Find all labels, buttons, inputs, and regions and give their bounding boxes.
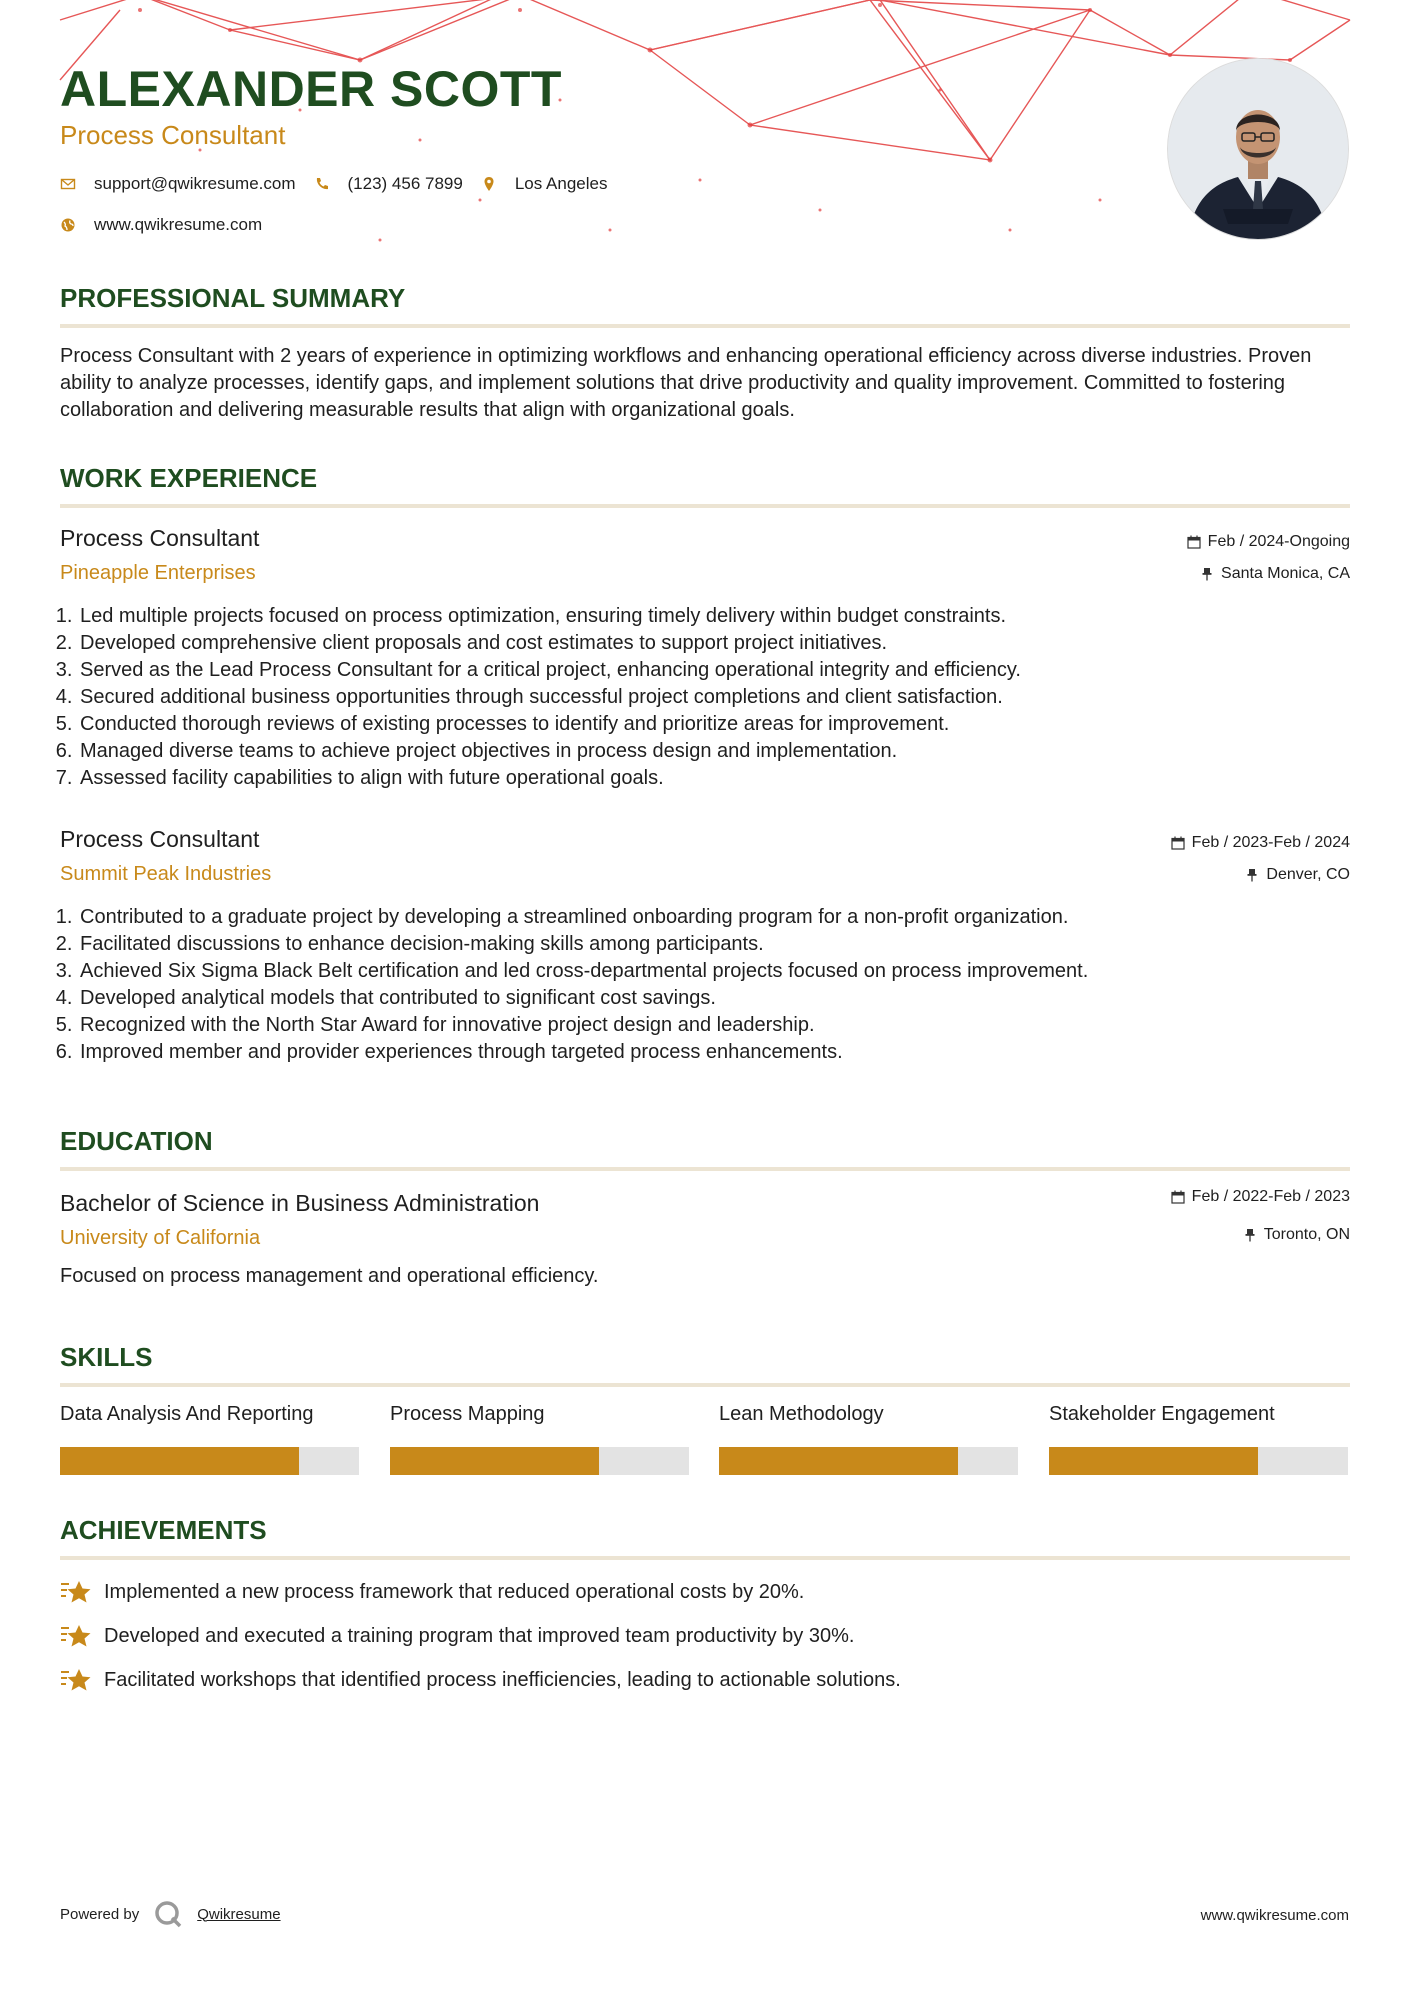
calendar-icon — [1171, 836, 1185, 850]
contact-row — [60, 174, 625, 194]
pin-icon — [1243, 1228, 1257, 1242]
education-location-text: Toronto, ON — [1263, 1226, 1350, 1243]
job-2-bullets — [54, 904, 1368, 1066]
contact-location — [481, 174, 608, 194]
candidate-name: ALEXANDER SCOTT — [60, 61, 562, 117]
skill-item — [390, 1403, 689, 1475]
list-item: 6. Improved member and provider experiences through targeted process enhancements. — [78, 1039, 1368, 1066]
list-item: 2. Facilitated discussions to enhance decision-making skills among participants. — [78, 931, 1368, 958]
job-1-dates — [1187, 533, 1350, 551]
job-1-title: Process Consultant — [60, 525, 260, 551]
profile-photo — [1168, 59, 1348, 239]
location-text: Los Angeles — [514, 174, 608, 193]
contact-phone[interactable] — [314, 174, 463, 194]
education-description: Focused on process management and operational efficiency. — [60, 1265, 599, 1287]
star-icon — [60, 1622, 92, 1650]
skill-bar-fill — [390, 1447, 599, 1475]
globe-icon — [60, 217, 76, 233]
summary-text: Process Consultant with 2 years of experience in optimizing workflows and enhancing operational efficiency across diverse industries. Proven ability to analyze processes, identify gaps, and implement solutions that drive productivity and quality improvement. Committed to fostering collaboration and delivering measurable results that align with organizational goals. — [60, 345, 1312, 421]
list-item: 7. Assessed facility capabilities to align with future operational goals. — [78, 765, 1368, 792]
footer-powered-by — [60, 1899, 281, 1929]
list-item: 5. Conducted thorough reviews of existing processes to identify and prioritize areas for improvement. — [78, 711, 1368, 738]
brand-link[interactable]: Qwikresume — [197, 1905, 281, 1923]
candidate-role: Process Consultant — [60, 120, 286, 150]
envelope-icon — [60, 176, 76, 192]
education-location — [1243, 1226, 1350, 1244]
list-item: 1. Contributed to a graduate project by developing a streamlined onboarding program for a non-profit organization. — [78, 904, 1368, 931]
skill-label: Stakeholder Engagement — [1049, 1403, 1275, 1425]
skill-item — [60, 1403, 359, 1475]
skill-label: Process Mapping — [390, 1403, 545, 1425]
job-2-dates-text: Feb / 2023-Feb / 2024 — [1191, 834, 1350, 851]
job-2-title: Process Consultant — [60, 826, 260, 852]
calendar-icon — [1187, 535, 1201, 549]
list-item: 2. Developed comprehensive client proposals and cost estimates to support project initiatives. — [78, 630, 1368, 657]
job-1-company: Pineapple Enterprises — [60, 562, 256, 584]
job-1-location — [1200, 565, 1350, 583]
contact-email[interactable] — [60, 174, 296, 194]
job-2-company: Summit Peak Industries — [60, 863, 272, 885]
email-text: support@qwikresume.com — [94, 174, 296, 193]
experience-heading: WORK EXPERIENCE — [60, 463, 1350, 508]
skill-bar-fill — [1049, 1447, 1258, 1475]
skill-item — [1049, 1403, 1348, 1475]
pin-icon — [1245, 868, 1259, 882]
job-1-bullets — [54, 603, 1368, 792]
education-dates — [1171, 1188, 1350, 1206]
job-2-location-text: Denver, CO — [1266, 866, 1350, 883]
calendar-icon — [1171, 1190, 1185, 1204]
education-heading: EDUCATION — [60, 1126, 1350, 1171]
star-icon — [60, 1578, 92, 1606]
achievement-item — [60, 1666, 901, 1694]
footer-website[interactable]: www.qwikresume.com — [1200, 1907, 1349, 1924]
list-item: 3. Served as the Lead Process Consultant for a critical project, enhancing operational integrity and efficiency. — [78, 657, 1368, 684]
skill-bar-track — [719, 1447, 1018, 1475]
skill-bar-fill — [60, 1447, 299, 1475]
contact-row-2 — [60, 215, 280, 235]
skill-bar-track — [60, 1447, 359, 1475]
powered-by-text: Powered by — [60, 1905, 140, 1923]
achievement-text: Developed and executed a training program that improved team productivity by 30%. — [104, 1624, 855, 1647]
phone-text: (123) 456 7899 — [347, 174, 463, 193]
achievement-text: Implemented a new process framework that reduced operational costs by 20%. — [104, 1580, 805, 1603]
education-dates-text: Feb / 2022-Feb / 2023 — [1191, 1188, 1350, 1205]
achievements-heading: ACHIEVEMENTS — [60, 1515, 1350, 1560]
job-1-location-text: Santa Monica, CA — [1221, 565, 1350, 582]
website-text: www.qwikresume.com — [94, 215, 263, 234]
phone-icon — [314, 176, 330, 192]
education-school: University of California — [60, 1227, 261, 1249]
list-item: 4. Secured additional business opportunities through successful project completions and client satisfaction. — [78, 684, 1368, 711]
summary-heading: PROFESSIONAL SUMMARY — [60, 283, 1350, 328]
job-2-dates — [1171, 834, 1350, 852]
list-item: 1. Led multiple projects focused on process optimization, ensuring timely delivery within budget constraints. — [78, 603, 1368, 630]
job-2-location — [1245, 866, 1350, 884]
achievement-text: Facilitated workshops that identified process inefficiencies, leading to actionable solutions. — [104, 1668, 901, 1691]
education-degree: Bachelor of Science in Business Administration — [60, 1190, 540, 1216]
achievement-item — [60, 1622, 854, 1650]
skills-heading: SKILLS — [60, 1342, 1350, 1387]
skill-bar-track — [390, 1447, 689, 1475]
list-item: 4. Developed analytical models that contributed to significant cost savings. — [78, 985, 1368, 1012]
achievement-item — [60, 1578, 804, 1606]
pin-icon — [1200, 567, 1214, 581]
skill-item — [719, 1403, 1018, 1475]
list-item: 3. Achieved Six Sigma Black Belt certification and led cross-departmental projects focused on process improvement. — [78, 958, 1368, 985]
skill-bar-track — [1049, 1447, 1348, 1475]
skill-bar-fill — [719, 1447, 958, 1475]
skill-label: Data Analysis And Reporting — [60, 1403, 314, 1425]
skill-label: Lean Methodology — [719, 1403, 884, 1425]
star-icon — [60, 1666, 92, 1694]
job-1-dates-text: Feb / 2024-Ongoing — [1207, 533, 1350, 550]
qwikresume-logo-icon — [153, 1899, 183, 1929]
list-item: 6. Managed diverse teams to achieve project objectives in process design and implementation. — [78, 738, 1368, 765]
contact-website[interactable] — [60, 215, 262, 235]
list-item: 5. Recognized with the North Star Award for innovative project design and leadership. — [78, 1012, 1368, 1039]
map-pin-icon — [481, 176, 497, 192]
